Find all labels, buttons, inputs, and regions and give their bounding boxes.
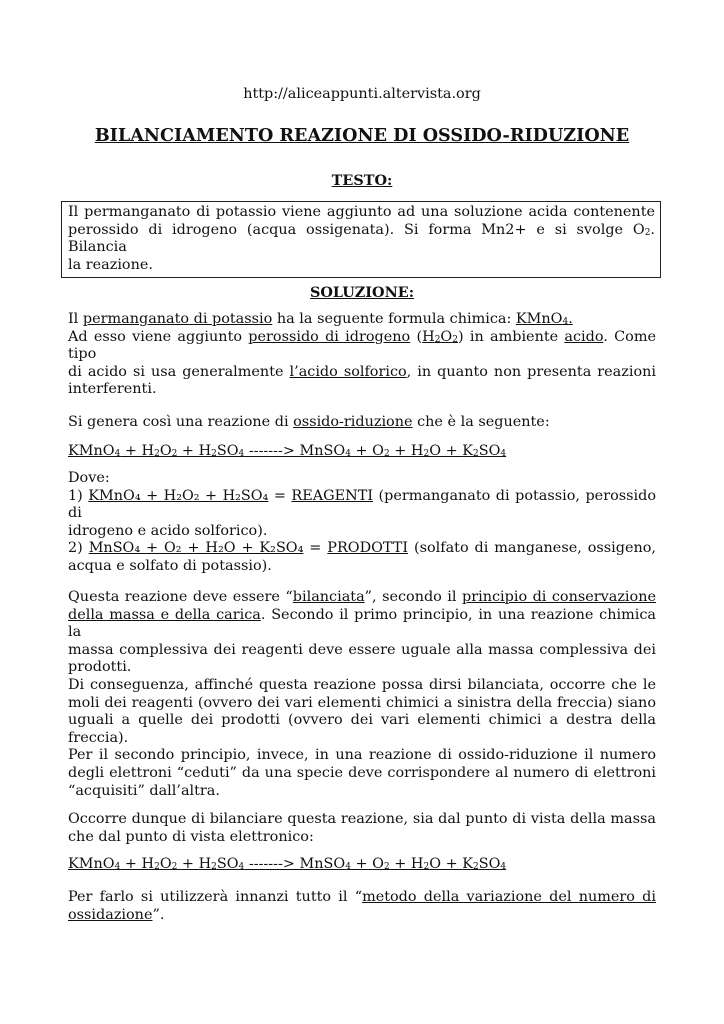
problem-line: la reazione.: [68, 256, 153, 273]
link-perossido[interactable]: perossido di idrogeno: [248, 328, 411, 345]
text-line: Per il secondo principio, invece, in una reazione di ossido-riduzione il numero: [68, 747, 656, 764]
text-line: interferenti.: [68, 381, 157, 398]
link-metodo[interactable]: metodo della variazione del numero di: [362, 889, 656, 905]
prodotti-equation[interactable]: MnSO₄ + O₂ + H₂O + K₂SO₄: [88, 540, 304, 557]
paragraph-metodo: [68, 889, 656, 924]
text-line: acqua e solfato di potassio).: [68, 557, 272, 574]
text-line: prodotti.: [68, 659, 132, 676]
paragraph-dove: [68, 470, 656, 576]
text-line: Questa reazione deve essere “bilanciata”, secondo il principio di conservazione: [68, 589, 656, 605]
page-title: BILANCIAMENTO REAZIONE DI OSSIDO-RIDUZIONE: [94, 125, 630, 146]
list-item-reagenti: 1) KMnO₄ + H₂O₂ + H₂SO₄ = REAGENTI (permanganato di potassio, perossido di: [68, 487, 656, 522]
text-line: moli dei reagenti (ovvero dei vari elementi chimici a sinistra della freccia) siano: [68, 694, 656, 711]
problem-line: Il permanganato di potassio viene aggiunto ad una soluzione acida contenente: [68, 204, 655, 220]
text-line: “acquisiti” dall’altra.: [68, 782, 220, 799]
text-line: degli elettroni “ceduti” da una specie deve corrispondere al numero di elettroni: [68, 764, 656, 781]
paragraph-reaction-intro: Si genera così una reazione di ossido-riduzione che è la seguente:: [68, 414, 550, 430]
link-prodotti[interactable]: PRODOTTI: [327, 540, 409, 557]
paragraph-balancing: [68, 589, 656, 800]
link-acido-solforico[interactable]: l’acido solforico: [289, 363, 407, 380]
paragraph-formula: [68, 311, 656, 399]
text-line: Occorre dunque di bilanciare questa reazione, sia dal punto di vista della massa: [68, 811, 656, 827]
soluzione-heading: SOLUZIONE:: [309, 284, 414, 301]
text-line: Di conseguenza, affinché questa reazione possa dirsi bilanciata, occorre che le: [68, 676, 656, 693]
link-reagenti[interactable]: REAGENTI: [291, 487, 374, 504]
link-bilanciata[interactable]: bilanciata: [292, 589, 365, 605]
link-principio[interactable]: principio di conservazione: [462, 589, 656, 605]
link-h2o2[interactable]: $H_2O_2$: [422, 328, 458, 345]
text-line: di acido si usa generalmente l’acido solforico, in quanto non presenta reazioni: [68, 363, 656, 380]
link-ossidazione[interactable]: ossidazione: [68, 906, 153, 923]
text-line: massa complessiva dei reagenti deve essere uguale alla massa complessiva dei: [68, 641, 656, 658]
reaction-equation-repeat[interactable]: KMnO$_4$ + $H_2O_2 + H_2SO_4$ -------> MnSO$_4$ + $O_2 + H_2O + K_2SO_4$: [68, 856, 507, 872]
link-kmno4[interactable]: KMnO$_4$.: [515, 311, 573, 327]
text-line: ossidazione”.: [68, 906, 165, 923]
list-item-prodotti: 2) MnSO₄ + O₂ + H₂O + K₂SO₄ = PRODOTTI (solfato di manganese, ossigeno,: [68, 540, 656, 557]
reagenti-equation[interactable]: KMnO₄ + H₂O₂ + H₂SO₄: [88, 487, 269, 504]
reaction-equation[interactable]: KMnO$_4$ + $H_2O_2 + H_2SO_4$ -------> MnSO$_4$ + $O_2 + H_2O + K_2SO_4$: [68, 443, 507, 459]
link-massa-carica[interactable]: della massa e della carica: [68, 606, 261, 623]
testo-heading: TESTO:: [331, 172, 393, 189]
text-line: idrogeno e acido solforico).: [68, 522, 268, 539]
text-line: della massa e della carica. Secondo il primo principio, in una reazione chimica la: [68, 606, 656, 641]
text-line: freccia).: [68, 729, 129, 746]
paragraph-occorre: [68, 811, 656, 846]
link-ossido-riduzione[interactable]: ossido-riduzione: [293, 414, 413, 430]
link-permanganato[interactable]: permanganato di potassio: [82, 311, 273, 327]
text-line: Il permanganato di potassio ha la seguente formula chimica: KMnO$_4$.: [68, 311, 573, 327]
text-line: Per farlo si utilizzerà innanzi tutto il “metodo della variazione del numero di: [68, 889, 656, 905]
text-line: Ad esso viene aggiunto perossido di idrogeno $(H_2O_2)$ in ambiente acido. Come tipo: [68, 328, 656, 363]
link-acido[interactable]: acido: [564, 328, 604, 345]
text-line: che dal punto di vista elettronico:: [68, 828, 314, 845]
problem-box: [61, 201, 661, 278]
site-url[interactable]: http://aliceappunti.altervista.org: [243, 86, 481, 102]
text-line: uguali a quelle dei prodotti (ovvero dei vari elementi chimici a destra della: [68, 712, 656, 729]
dove-label: Dove:: [68, 470, 110, 486]
problem-line: perossido di idrogeno (acqua ossigenata). Si forma Mn2+ e si svolge $O_2$. Bilancia: [68, 221, 655, 256]
